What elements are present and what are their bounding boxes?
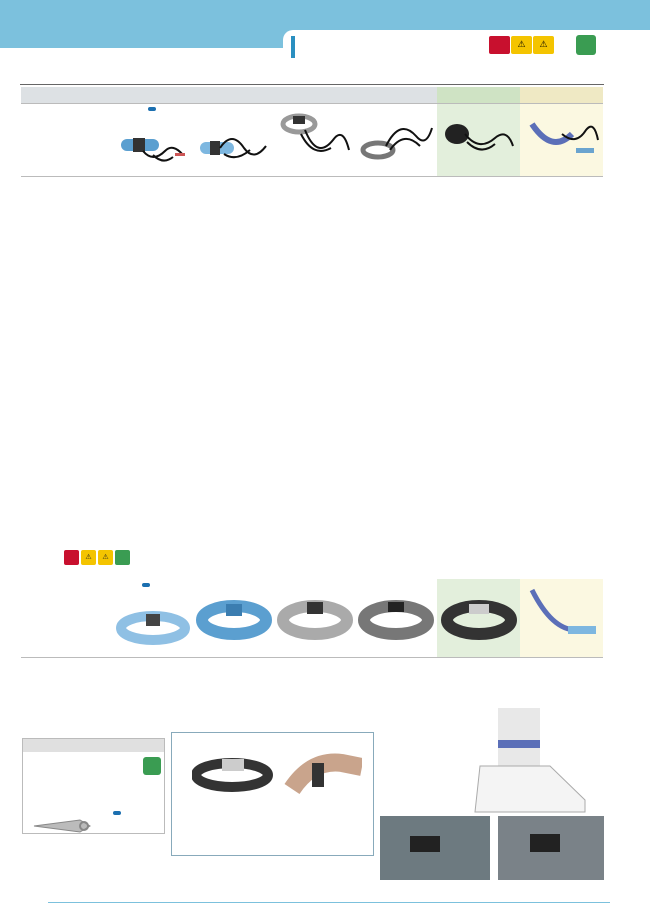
table-header-row <box>21 87 603 103</box>
clip-section <box>23 739 164 752</box>
metal-band-image <box>192 749 362 799</box>
product-image <box>520 103 603 176</box>
model-code <box>112 87 193 103</box>
product-image <box>355 103 437 176</box>
strap-image <box>522 104 602 174</box>
product-image <box>193 103 274 176</box>
section-divider <box>20 84 604 85</box>
info-box <box>171 732 374 856</box>
product-image <box>274 103 355 176</box>
model-code <box>274 87 355 103</box>
band-image <box>193 579 274 657</box>
band-image <box>112 579 193 657</box>
strap-image <box>275 104 355 174</box>
strap-image <box>356 104 436 174</box>
pack-badge <box>142 583 150 587</box>
model-code-new <box>355 87 437 103</box>
band-image-svg <box>522 580 602 654</box>
band-image-svg <box>356 580 436 654</box>
band-image <box>437 579 520 657</box>
footer-line <box>48 902 610 903</box>
band-image <box>520 579 603 657</box>
model-code <box>437 87 520 103</box>
clip-image <box>30 812 100 842</box>
rohs-icon <box>143 757 161 775</box>
image-row <box>21 103 603 176</box>
esd-icon: ⚠ <box>98 550 113 565</box>
strap-image <box>194 104 274 174</box>
band-image-svg <box>439 580 519 654</box>
rohs-icon <box>115 550 130 565</box>
model-code <box>193 87 274 103</box>
new-product-icon <box>64 550 79 565</box>
esd-icon: ⚠ <box>511 36 532 54</box>
model-code <box>520 87 603 103</box>
record-paper-icon <box>555 35 573 55</box>
band-image-svg <box>113 580 193 654</box>
selection-table <box>21 87 603 177</box>
product-image <box>437 103 520 176</box>
band-image-label <box>21 579 112 657</box>
rohs-icon <box>576 35 596 55</box>
strap-image <box>113 105 193 175</box>
esd-icon: ⚠ <box>533 36 554 54</box>
shoe-photo <box>380 708 608 888</box>
new-product-icon <box>489 36 510 54</box>
band-table <box>21 579 603 658</box>
strap-image <box>439 104 519 174</box>
esd-icon: ⚠ <box>81 550 96 565</box>
band-image-svg <box>194 580 274 654</box>
band-image-row <box>21 579 603 657</box>
image-row-label <box>21 103 112 176</box>
header-label <box>21 87 112 103</box>
product-image <box>112 103 193 176</box>
subtitle-bar <box>291 36 295 58</box>
band-image-svg <box>275 580 355 654</box>
pack-badge <box>148 107 156 111</box>
band-image <box>274 579 355 657</box>
pack-badge <box>113 811 121 815</box>
band-image <box>355 579 437 657</box>
